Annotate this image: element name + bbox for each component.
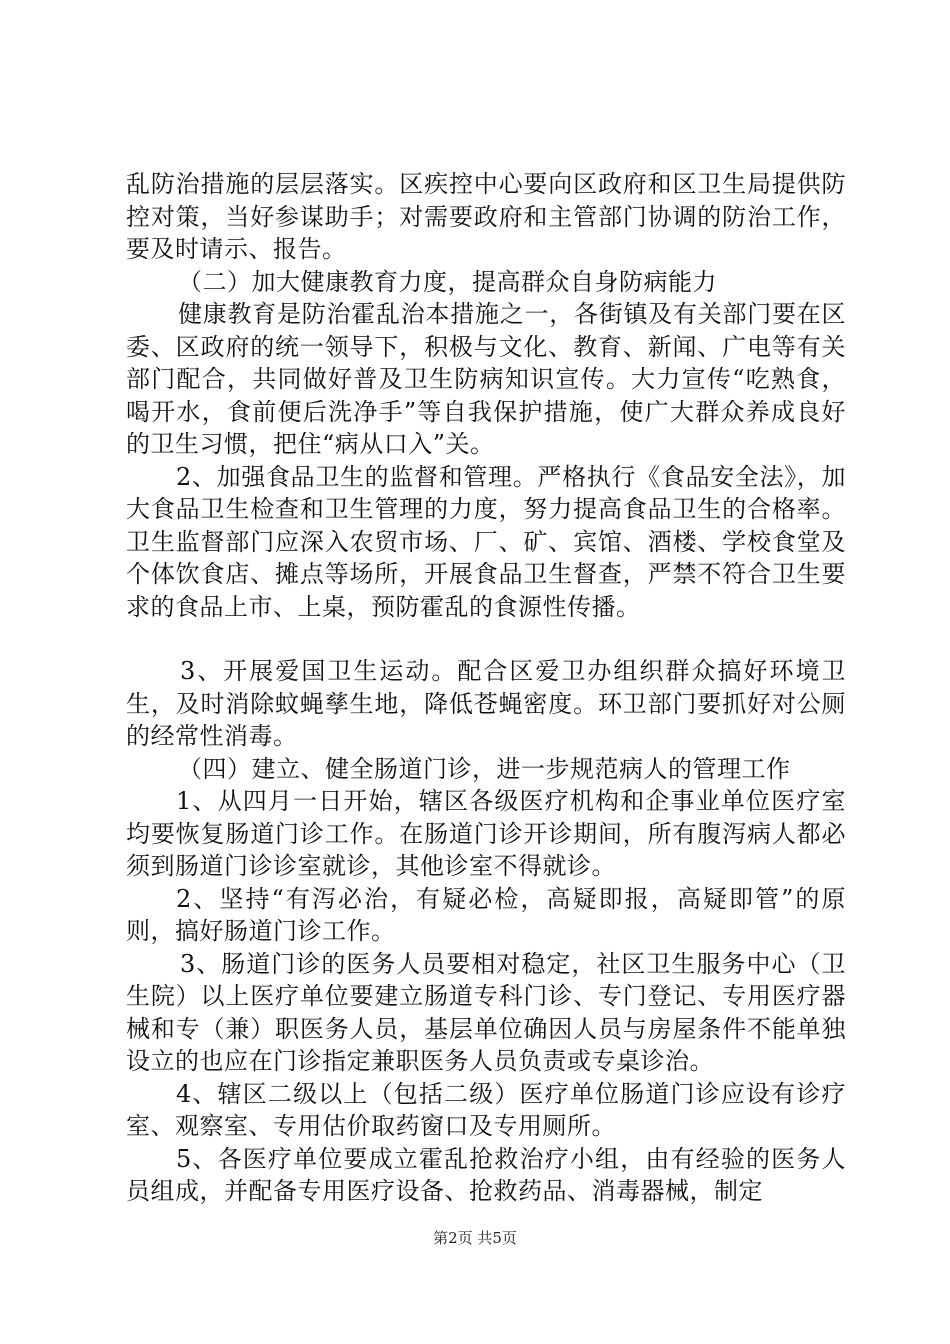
paragraph-clinic-item-3: 3、肠道门诊的医务人员要相对稳定，社区卫生服务中心（卫生院）以上医疗单位要建立肠道专科门诊、专门登记、专用医疗器械和专（兼）职医务人员，基层单位确因人员与房屋条件不能单独设立的也应在门诊指定兼职医务人员负责或专桌诊治。 — [126, 949, 846, 1075]
section-heading-intestinal-clinic: （四）建立、健全肠道门诊，进一步规范病人的管理工作 — [178, 754, 791, 783]
paragraph-clinic-item-4: 4、辖区二级以上（包括二级）医疗单位肠道门诊应设有诊疗室、观察室、专用估价取药窗口及专用厕所。 — [126, 1079, 846, 1140]
paragraph-health-education: 健康教育是防治霍乱治本措施之一，各街镇及有关部门要在区委、区政府的统一领导下，积极与文化、教育、新闻、广电等有关部门配合，共同做好普及卫生防病知识宣传。大力宣传“吃熟食，喝开水，食前便后洗净手”等自我保护措施，使广大群众养成良好的卫生习惯，把住“病从口入”关。 — [126, 300, 846, 458]
paragraph-clinic-item-2: 2、坚持“有泻必治，有疑必检，高疑即报，高疑即管”的原则，搞好肠道门诊工作。 — [126, 884, 846, 945]
section-heading-health-education: （二）加大健康教育力度，提高群众自身防病能力 — [178, 267, 717, 296]
page-number-footer: 第2页 共5页 — [433, 1229, 517, 1247]
document-body — [126, 168, 846, 1208]
paragraph-clinic-item-1: 1、从四月一日开始，辖区各级医疗机构和企事业单位医疗室均要恢复肠道门诊工作。在肠道门诊开诊期间，所有腹泻病人都必须到肠道门诊诊室就诊，其他诊室不得就诊。 — [126, 787, 846, 880]
paragraph-continuation: 乱防治措施的层层落实。区疾控中心要向区政府和区卫生局提供防控对策，当好参谋助手；对需要政府和主管部门协调的防治工作，要及时请示、报告。 — [126, 170, 846, 263]
paragraph-food-hygiene: 2、加强食品卫生的监督和管理。严格执行《食品安全法》，加大食品卫生检查和卫生管理的力度，努力提高食品卫生的合格率。卫生监督部门应深入农贸市场、厂、矿、宾馆、酒楼、学校食堂及个体饮食店、摊点等场所，开展食品卫生督查，严禁不符合卫生要求的食品上市、上桌，预防霍乱的食源性传播。 — [126, 462, 846, 621]
paragraph-patriotic-hygiene: 3、开展爱国卫生运动。配合区爱卫办组织群众搞好环境卫生，及时消除蚊蝇孳生地，降低苍蝇密度。环卫部门要抓好对公厕的经常性消毒。 — [126, 657, 846, 750]
paragraph-clinic-item-5: 5、各医疗单位要成立霍乱抢救治疗小组，由有经验的医务人员组成，并配备专用医疗设备、抢救药品、消毒器械，制定 — [126, 1144, 846, 1205]
